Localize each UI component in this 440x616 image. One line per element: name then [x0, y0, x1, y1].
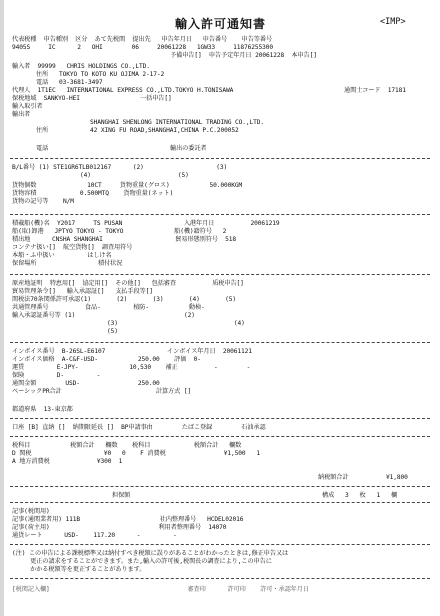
cargo-marks: 貨物の記号等 N/M: [12, 198, 74, 205]
consignor: 輸出の委託者: [170, 145, 207, 152]
legal-notice-1: (注) この申告による課税標準又は納付すべき税額に誤りがあることがわかったときは,修正申告又は: [12, 550, 289, 557]
divider: [10, 502, 430, 503]
agent: 代理人 1T1EC INTERNATIONAL EXPRESS CO.,LTD.TOKYO H.TONISAWA: [12, 87, 234, 94]
vessel-line-1: 積載船(機)名 Y2017 TS PUSAN 入港年月日 20061219: [12, 220, 280, 227]
permit-document: [10, 6, 434, 610]
exporter-name: SHANGHAI SHENLONG INTERNATIONAL TRADING CO.,LTD.: [90, 119, 265, 126]
tax-total: ¥1,800: [386, 474, 408, 481]
tax-total-label: 納税額合計: [318, 474, 349, 481]
payment-flags: 口座 [B] 直納 [] 納期限延長 [] BP申請事由 たばこ登録 石油承認: [12, 424, 266, 431]
tax-row-2: A 地方消費税 ¥300 1: [12, 458, 123, 465]
bulk-flag: 一括申告[]: [140, 95, 172, 102]
invoice-line-2: インボイス価格 A-C&F-USD- 250.00 評価 0-: [12, 356, 201, 363]
invoice-line-6: ベーシックPR合計 計算方式 []: [12, 388, 192, 395]
legal-notice-3: かかる税額等を更正することがあります。: [12, 566, 146, 573]
divider: [10, 418, 430, 419]
invoice-line-5: 通関金額 USD- 250.00: [12, 380, 160, 387]
form-code: <IMP>: [380, 17, 406, 27]
cargo-packages: 貨物個数 10CT 貨物重量(グロス) 50.000KGM: [12, 182, 243, 189]
legal-notice-2: 更正の請求をすることができます。また,輸入の許可後,税関長の調査により,この申告に: [12, 558, 272, 565]
origin-line-4: 共通管理番号 食品- 植防- 動検-: [12, 304, 205, 311]
note-customs: 記事(税関用): [12, 508, 50, 515]
note-shipper: 記事(荷主用) 利用者整理番号 14070: [12, 524, 227, 531]
tax-table-header: 税科目 税額合計 欄数 税科目 税額合計 欄数: [12, 442, 242, 449]
divider: [10, 214, 430, 215]
signature-row: [税関記入欄] 審査印 許可印 許可・承認年月日: [12, 586, 309, 593]
invoice-line-1: インボイス番号 B-26SL-E6107 インボイス年月日 20061121: [12, 348, 252, 355]
page-left-edge: [0, 0, 4, 616]
origin-line-3: 関税法70条関係許可承認(1) (2) (3) (4) (5): [12, 296, 237, 303]
divider: [10, 578, 430, 579]
bl-line-1: B/L番号 (1) STE1GR6TLB012167 (2) (3): [12, 164, 228, 171]
origin-line-2: 貿易管理条令[] 輸入承認証[] 支払手段等[]: [12, 288, 153, 295]
prefecture: 都道府県 13-東京都: [12, 406, 73, 413]
importer-address: 住所 TOKYO TO KOTO KU OJIMA 2-17-2: [36, 71, 165, 78]
vessel-line-5: 本船・ふ中扱い はしけ名: [12, 252, 112, 259]
divider: [10, 274, 430, 275]
divider: [10, 486, 430, 487]
divider: [10, 158, 430, 159]
schedule-row: 予備申告[] 申告予定年月日 20061228 本申告[]: [170, 52, 317, 59]
header-labels: 代表税種 申告種別 区分 あて先税関 提出先 申告年月日 申告番号 申告等番号: [12, 36, 273, 43]
exporter-label: 輸出者: [12, 111, 31, 118]
divider: [10, 436, 430, 437]
vessel-line-3: 積出地 CNSHA SHANGHAI 貿易形態別符号 518: [12, 236, 237, 243]
cargo-volume: 貨物容積 0.500MTQ 貨物重量(ネット): [12, 190, 174, 197]
origin-line-1: 原産地証明 特恵用[] 協定用[] その他[] 包括審査 质税申告[]: [12, 280, 244, 287]
origin-line-5: 輸入承認証番号等 (1) (2): [12, 312, 195, 319]
vessel-line-4: コンテナ扱い[] 航空貨物[] 調査用符号: [12, 244, 133, 251]
exporter-address-label: 住所: [36, 127, 49, 134]
vessel-line-2: 船(取)卸港 JPTYO TOKYO - TOKYO 船(機)籍符号 2: [12, 228, 227, 235]
exporter-phone: 電話: [36, 145, 49, 152]
importer-phone: 電話 03-3681-3497: [36, 79, 103, 86]
exporter-address: 42 XING FU ROAD,SHANGHAI,CHINA P.C.200052: [90, 127, 239, 134]
warehouse: 保税地域 SANKYO-HEI: [12, 95, 80, 102]
note-broker: 記事(通関業者用) 111B 社内整理番号 HCDEL02016: [12, 516, 244, 523]
divider: [10, 544, 430, 545]
sheet-composition: 構成 3 枚 1 欄: [322, 492, 398, 499]
vessel-line-6: 保留場所 積付状況: [12, 260, 123, 267]
importer: 輸入者 99999 CHRIS HOLDINGS CO.,LTD.: [12, 63, 150, 70]
exchange-rate: 通貨レート USD- 117.20 - -: [12, 532, 177, 539]
header-values: 9405S IC 2 OHI 06 20061228 1GW33 11876255300: [12, 44, 274, 51]
handler: 輸入取引者: [12, 103, 43, 110]
origin-line-7: (5): [107, 328, 118, 335]
divider: [10, 342, 430, 343]
page-title: 輸入許可通知書: [175, 17, 267, 31]
agent-code: 通関士コード 17181: [344, 87, 406, 94]
tax-row-1: D 関税 ¥0 0 F 消費税 ¥1,500 1: [12, 450, 260, 457]
security-amount: 担保額: [112, 492, 131, 499]
origin-line-6: (3) (4): [107, 320, 245, 327]
bl-line-2: (4) (5): [80, 172, 189, 179]
invoice-line-3: 運賃 E-JPY- 10,530 補正 - -: [12, 364, 251, 371]
invoice-line-4: 保険 D- -: [12, 372, 101, 379]
